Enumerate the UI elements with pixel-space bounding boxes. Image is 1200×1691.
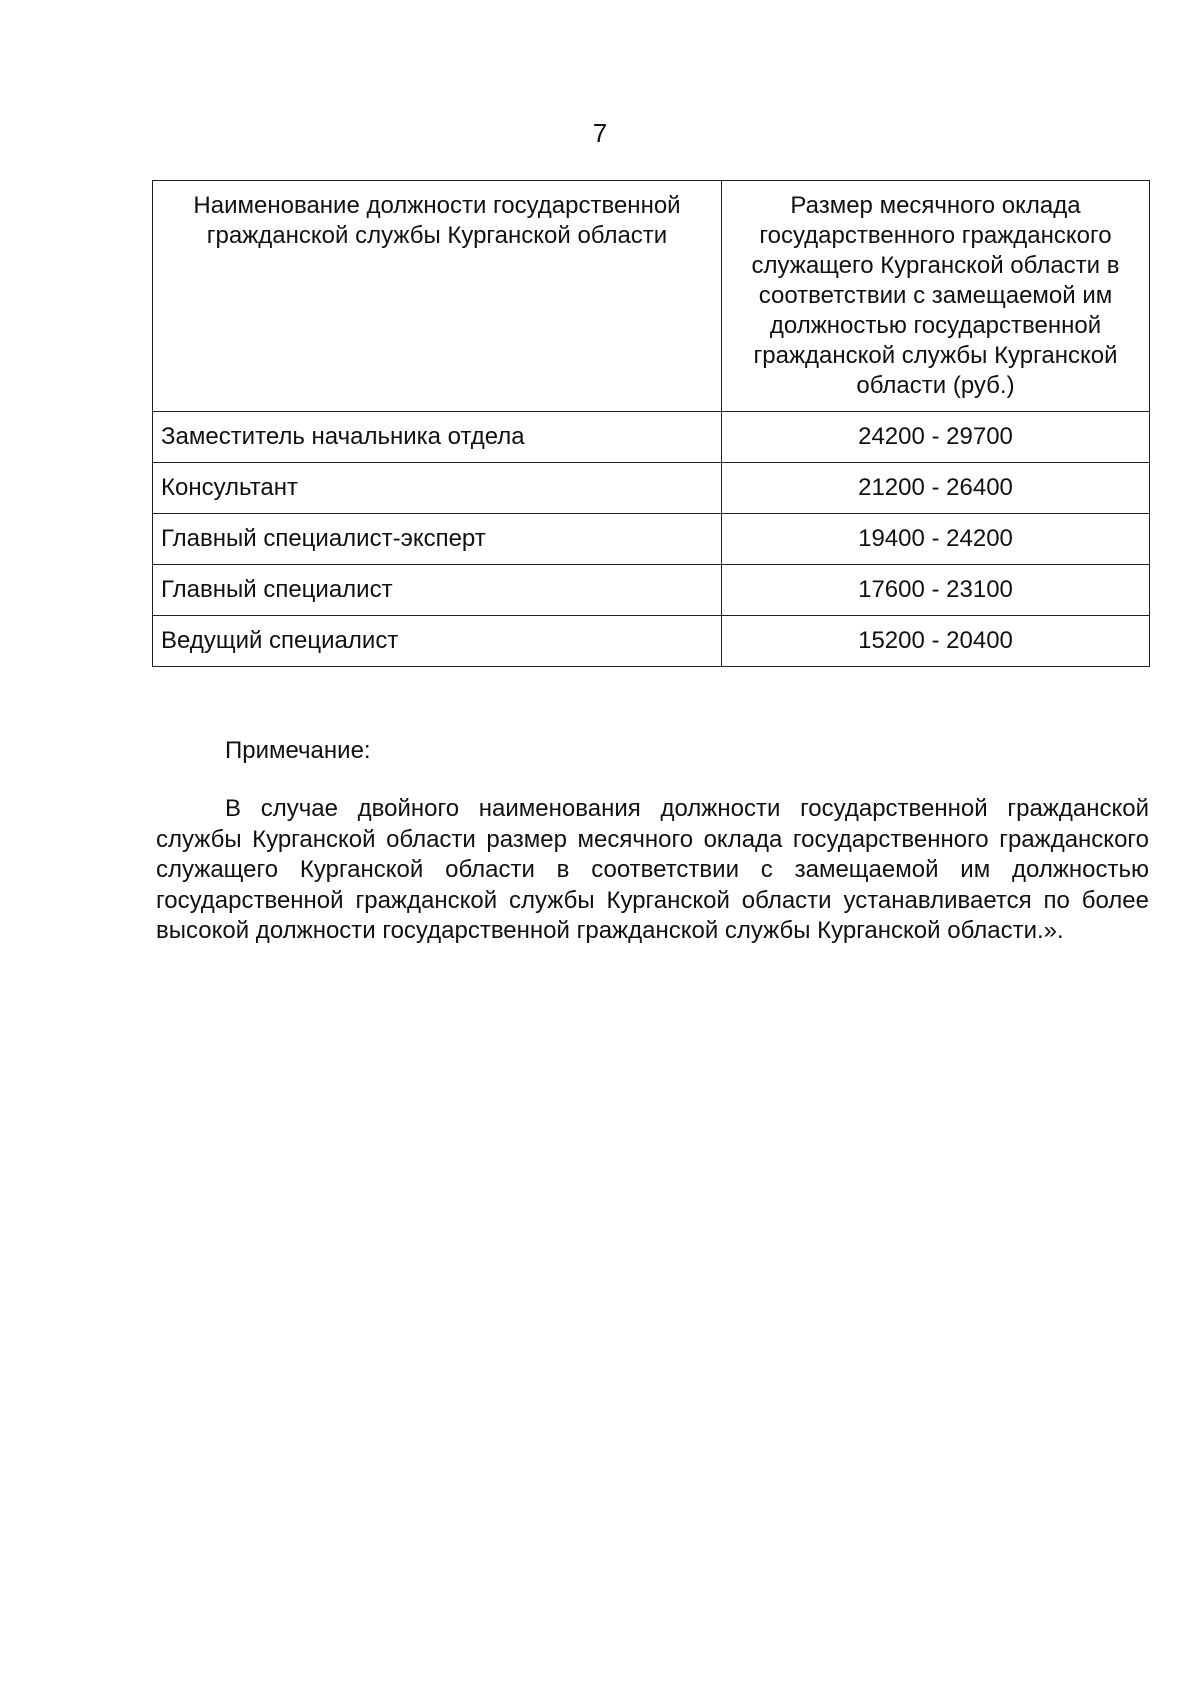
table-row xyxy=(153,514,1150,565)
table-row xyxy=(153,565,1150,616)
salary-cell: 17600 - 23100 xyxy=(722,565,1150,616)
note-title: Примечание: xyxy=(225,737,371,764)
salary-cell: 19400 - 24200 xyxy=(722,514,1150,565)
column-header-salary: Размер месячного оклада государственного гражданского служащего Курганской области в соответствии с замещаемой им должностью государственной гражданской службы Курганской области (руб.) xyxy=(722,181,1150,412)
page-number: 7 xyxy=(592,118,608,148)
position-cell: Ведущий специалист xyxy=(153,616,722,667)
position-cell: Главный специалист-эксперт xyxy=(153,514,722,565)
position-cell: Заместитель начальника отдела xyxy=(153,412,722,463)
table-row xyxy=(153,616,1150,667)
position-cell: Консультант xyxy=(153,463,722,514)
position-cell: Главный специалист xyxy=(153,565,722,616)
column-header-position: Наименование должности государственной гражданской службы Курганской области xyxy=(153,181,722,412)
salary-cell: 21200 - 26400 xyxy=(722,463,1150,514)
table-row xyxy=(153,463,1150,514)
table-header-row xyxy=(153,181,1150,412)
salary-cell: 15200 - 20400 xyxy=(722,616,1150,667)
note-text: В случае двойного наименования должности государственной гражданской службы Курганской области размер месячного оклада государственного гражданского служащего Курганской области в соответствии с замещаемой им должностью государственной гражданской службы Курганской области устанавливается по более высокой должности государственной гражданской службы Курганской области.». xyxy=(156,795,1149,944)
salary-table xyxy=(152,180,1150,667)
table-row xyxy=(153,412,1150,463)
salary-cell: 24200 - 29700 xyxy=(722,412,1150,463)
